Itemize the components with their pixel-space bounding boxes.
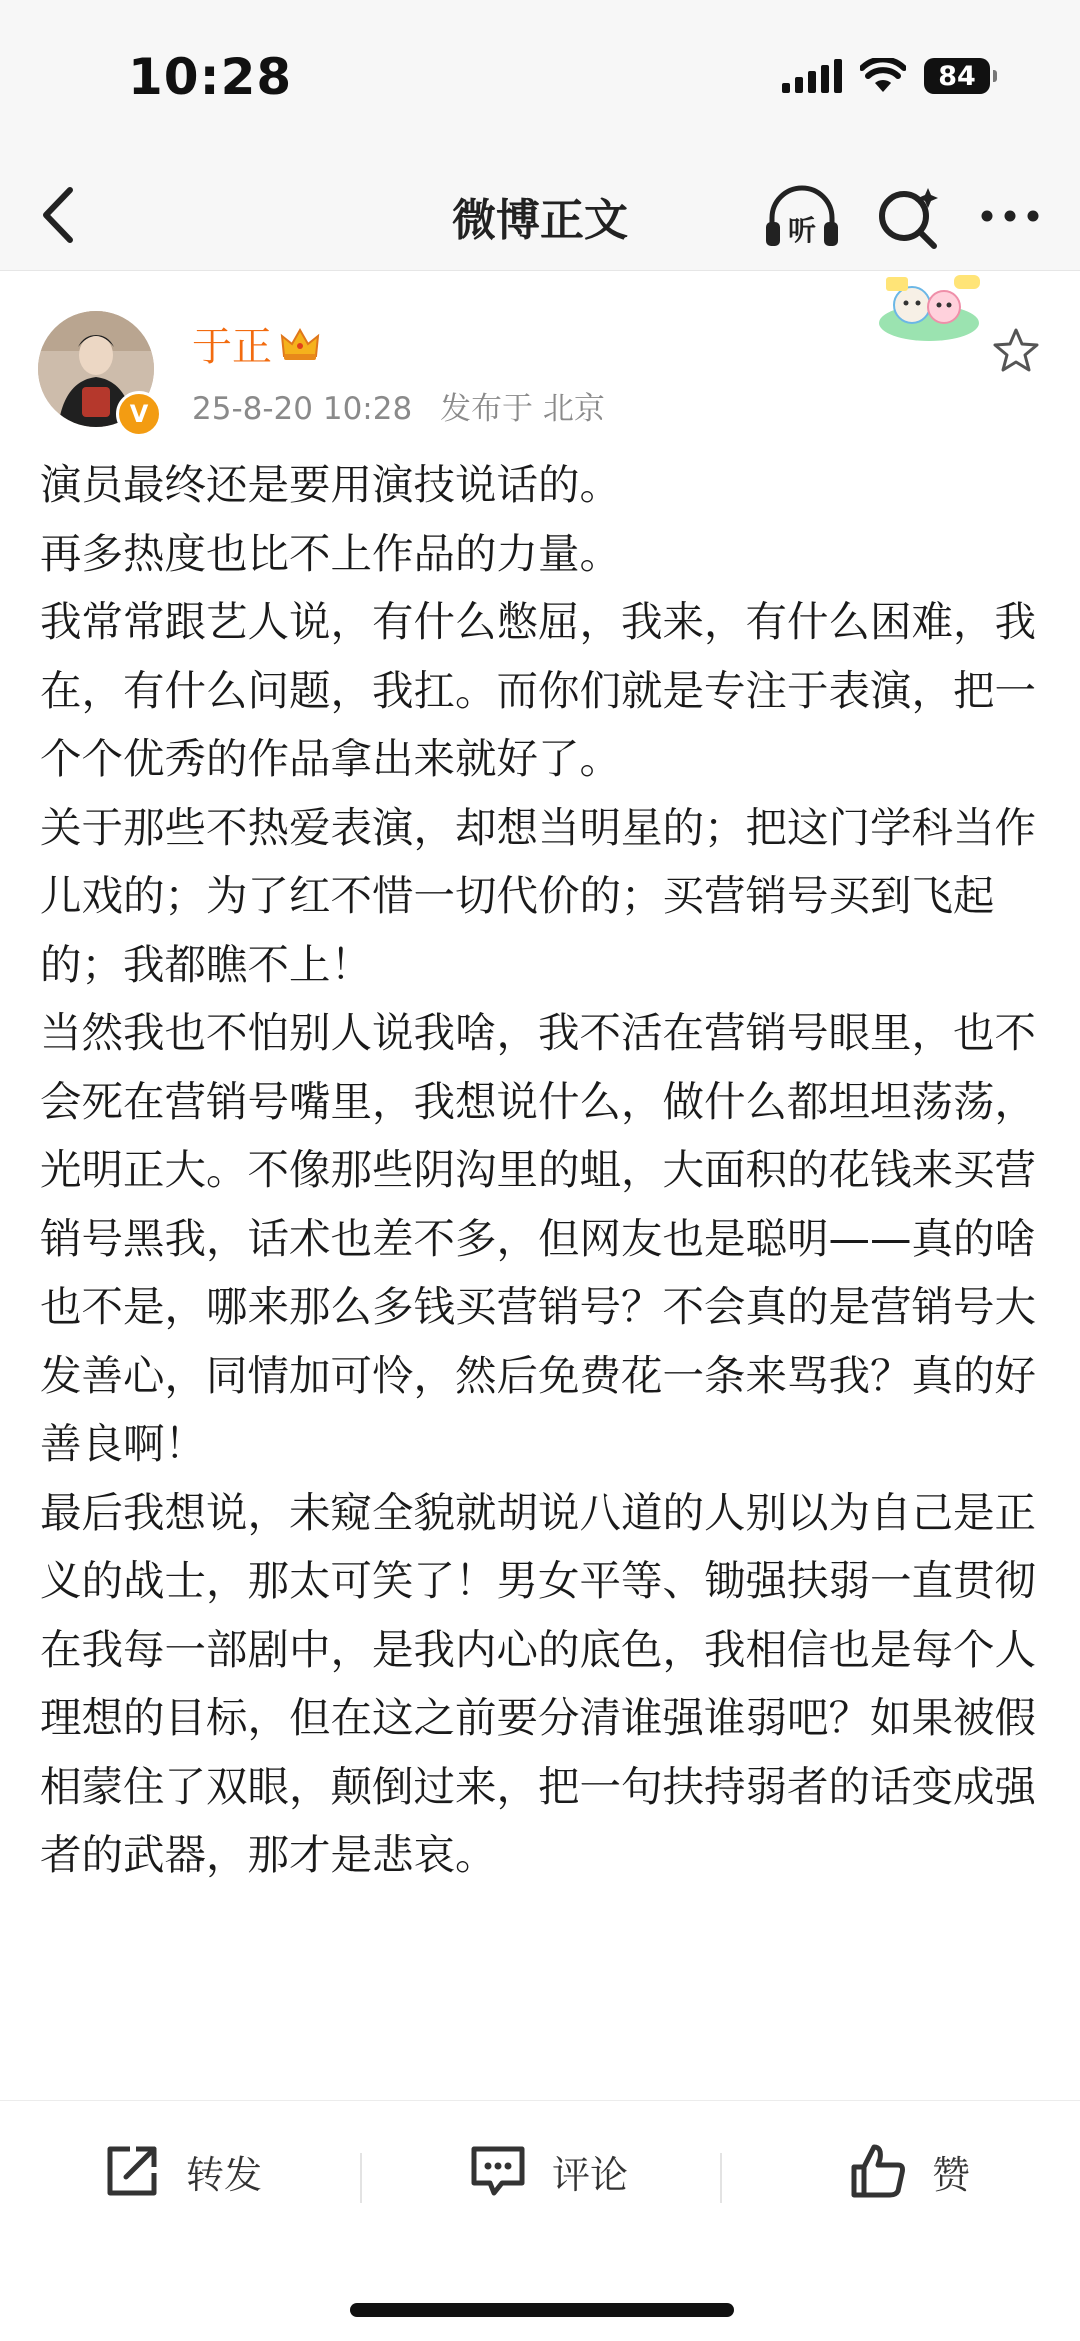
action-divider (360, 2153, 362, 2203)
decorative-sticker-icon (874, 273, 984, 343)
battery-icon (924, 58, 990, 94)
post-paragraph: 再多热度也比不上作品的力量。 (40, 528, 622, 578)
repost-button[interactable] (100, 2131, 262, 2211)
battery-level: 84 (938, 60, 976, 92)
post-paragraph: 演员最终还是要用演技说话的。 (40, 460, 622, 509)
page-title: 微博正文 (452, 195, 628, 246)
wifi-icon (860, 58, 906, 94)
crown-icon (280, 326, 320, 362)
verified-badge-icon: V (116, 391, 162, 437)
post (0, 271, 1080, 2100)
status-time: 10:28 (128, 48, 293, 106)
post-paragraph: 最后我想说，未窥全貌就胡说八道的人别以为自己是正义的战士，那太可笑了！男女平等、锄强扶弱一直贯彻在我每一部剧中，是我内心的底色，我相信也是每个人理想的目标，但在这之前要分清谁强谁弱吧？如果被假相蒙住了双眼，颠倒过来，把一句扶持弱者的话变成强者的武器，那才是悲哀。 (40, 1487, 1037, 1879)
post-location: 发布于 北京 (440, 391, 605, 427)
action-bar (0, 2100, 1080, 2247)
favorite-star-icon[interactable] (990, 325, 1042, 377)
username[interactable] (192, 315, 320, 372)
comment-label: 评论 (552, 2152, 629, 2197)
post-meta (192, 383, 605, 428)
listen-label: 听 (787, 214, 817, 247)
post-paragraph: 我常常跟艺人说，有什么憋屈，我来，有什么困难，我在，有什么问题，我扛。而你们就是专注于表演，把一个个优秀的作品拿出来就好了。 (40, 597, 1037, 783)
action-divider (720, 2153, 722, 2203)
post-body (40, 451, 1040, 1890)
status-bar (0, 0, 1080, 160)
like-button[interactable] (846, 2131, 970, 2211)
post-paragraph: 当然我也不怕别人说我啥，我不活在营销号眼里，也不会死在营销号嘴里，我想说什么，做什么都坦坦荡荡，光明正大。不像那些阴沟里的蛆，大面积的花钱来买营销号黑我，话术也差不多，但网友也是聪明——真的啥也不是，哪来那么多钱买营销号？不会真的是营销号大发善心，同情加可怜，然后免费花一条来骂我？真的好善良啊！ (40, 1008, 1037, 1468)
comment-icon (466, 2139, 530, 2203)
listen-headphones-icon[interactable] (762, 178, 842, 254)
repost-icon (100, 2139, 164, 2203)
status-icons (782, 58, 990, 94)
post-timestamp: 25-8-20 10:28 (192, 391, 413, 427)
like-label: 赞 (932, 2152, 971, 2197)
repost-label: 转发 (186, 2152, 263, 2197)
nav-bar (0, 160, 1080, 271)
home-indicator[interactable] (350, 2303, 734, 2317)
post-paragraph: 关于那些不热爱表演，却想当明星的；把这门学科当作儿戏的；为了红不惜一切代价的；买营销号买到飞起的；我都瞧不上！ (40, 802, 1037, 989)
home-bar (0, 2247, 1080, 2341)
thumbs-up-icon (846, 2139, 910, 2203)
more-icon[interactable] (975, 178, 1045, 254)
search-icon[interactable] (872, 178, 944, 254)
cellular-signal-icon (782, 59, 842, 93)
comment-button[interactable] (466, 2131, 628, 2211)
avatar[interactable] (38, 311, 154, 427)
username-text: 于正 (192, 324, 272, 370)
